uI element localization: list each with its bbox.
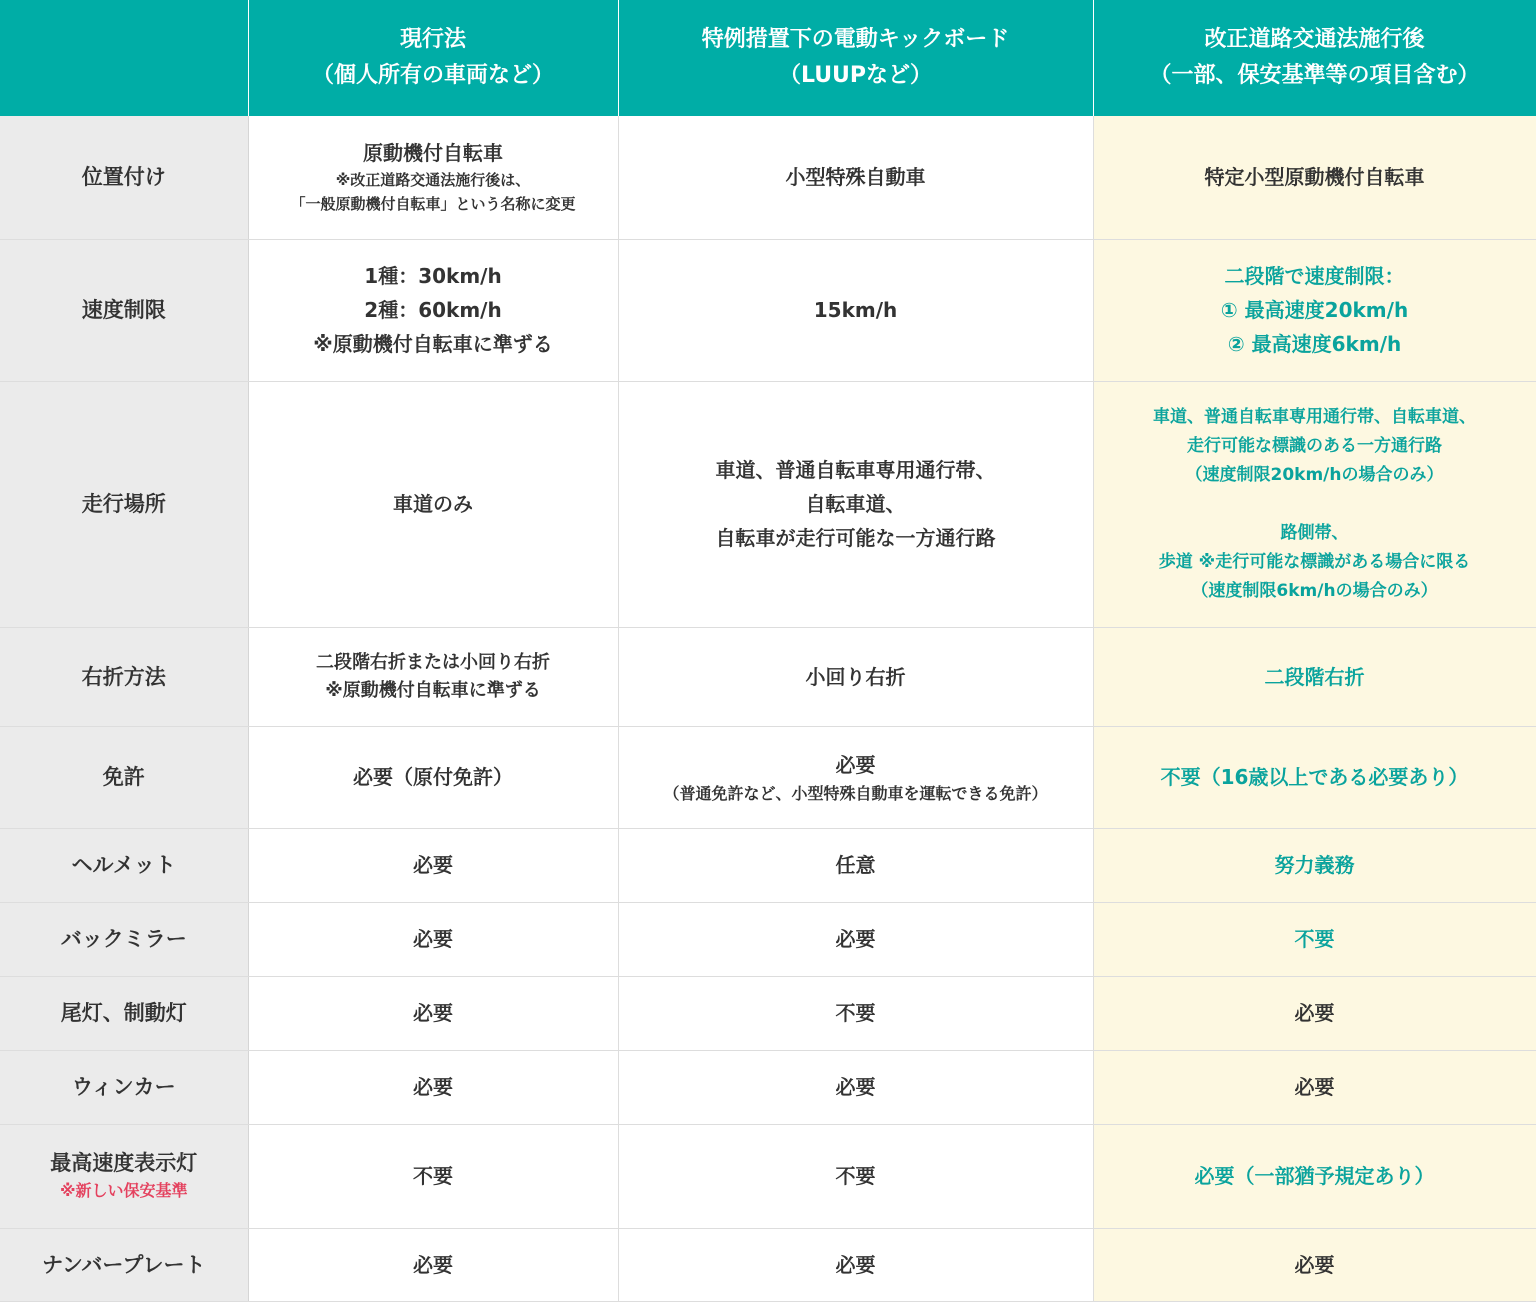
header-special-measure-title: 特例措置下の電動キックボード [701,27,1010,52]
cell-place-current: 車道のみ [248,381,618,627]
place-new-line3: （速度制限20km/hの場合のみ） [1185,464,1444,485]
header-revised-law-subtitle: （一部、保安基準等の項目含む） [1149,63,1480,88]
cell-turn-current [248,627,618,726]
header-special-measure-subtitle: （LUUPなど） [778,63,933,88]
position-current-main: 原動機付自転車 [363,141,503,166]
position-current-note2: 「一般原動機付自転車」という名称に変更 [290,195,576,214]
cell-turn-new: 二段階右折 [1093,627,1536,726]
speed-current-line3: ※原動機付自転車に準ずる [313,332,553,356]
cell-place-special [618,381,1093,627]
cell-maxspeed-lamp-current: 不要 [248,1124,618,1228]
cell-winker-new: 必要 [1093,1050,1536,1124]
cell-turn-special: 小回り右折 [618,627,1093,726]
maxspeed-lamp-label: 最高速度表示灯 [50,1151,198,1175]
place-new-line5: 歩道 ※走行可能な標識がある場合に限る [1158,551,1471,572]
place-new-line4: 路側帯、 [1280,522,1349,543]
cell-taillight-new: 必要 [1093,976,1536,1050]
header-special-measure [618,0,1093,116]
header-revised-law-title: 改正道路交通法施行後 [1204,27,1425,52]
license-special-line2: （普通免許など、小型特殊自動車を運転できる免許） [663,784,1048,803]
cell-plate-special: 必要 [618,1228,1093,1301]
header-row [0,0,1536,116]
cell-plate-new: 必要 [1093,1228,1536,1301]
row-label-taillight: 尾灯、制動灯 [0,976,248,1050]
place-special-line1: 車道、普通自転車専用通行帯、 [715,458,996,482]
place-new-line1: 車道、普通自転車専用通行帯、自転車道、 [1153,406,1476,427]
place-new-line6: （速度制限6km/hの場合のみ） [1191,580,1438,601]
cell-position-special: 小型特殊自動車 [618,116,1093,239]
row-label-license: 免許 [0,726,248,828]
cell-position-current [248,116,618,239]
speed-new-line1: 二段階で速度制限： [1224,264,1405,288]
row-helmet [0,828,1536,902]
header-current-law-title: 現行法 [399,27,466,52]
header-current-law-subtitle: （個人所有の車両など） [311,63,554,88]
header-current-law [248,0,618,116]
cell-license-special [618,726,1093,828]
maxspeed-lamp-note: ※新しい保安基準 [59,1181,188,1200]
cell-maxspeed-lamp-special: 不要 [618,1124,1093,1228]
turn-current-line1: 二段階右折または小回り右折 [316,651,550,673]
cell-speed-special: 15km/h [618,239,1093,381]
row-label-turn: 右折方法 [0,627,248,726]
cell-winker-current: 必要 [248,1050,618,1124]
row-label-speed: 速度制限 [0,239,248,381]
speed-new-line3: ② 最高速度6km/h [1227,332,1402,356]
row-label-position: 位置付け [0,116,248,239]
row-mirror [0,902,1536,976]
row-label-winker: ウィンカー [0,1050,248,1124]
cell-license-current: 必要（原付免許） [248,726,618,828]
row-taillight [0,976,1536,1050]
row-label-helmet: ヘルメット [0,828,248,902]
cell-helmet-new: 努力義務 [1093,828,1536,902]
row-license [0,726,1536,828]
row-maxspeed-lamp [0,1124,1536,1228]
place-new-line2: 走行可能な標識のある一方通行路 [1187,435,1442,456]
cell-license-new: 不要（16歳以上である必要あり） [1093,726,1536,828]
speed-current-line1: 1種：30km/h [364,264,502,288]
row-position [0,116,1536,239]
license-special-line1: 必要 [835,753,876,777]
turn-current-line2: ※原動機付自転車に準ずる [325,679,541,701]
cell-helmet-current: 必要 [248,828,618,902]
cell-plate-current: 必要 [248,1228,618,1301]
place-special-line3: 自転車が走行可能な一方通行路 [715,526,996,550]
row-label-mirror: バックミラー [0,902,248,976]
cell-position-new: 特定小型原動機付自転車 [1093,116,1536,239]
row-speed [0,239,1536,381]
header-corner [0,0,248,116]
cell-place-new [1093,381,1536,627]
position-current-note1: ※改正道路交通法施行後は、 [335,171,531,190]
place-special-line2: 自転車道、 [805,492,906,516]
header-revised-law [1093,0,1536,116]
cell-taillight-special: 不要 [618,976,1093,1050]
row-turn [0,627,1536,726]
row-label-maxspeed-lamp [0,1124,248,1228]
cell-speed-current [248,239,618,381]
place-new-spacer [1100,490,1530,519]
cell-mirror-new: 不要 [1093,902,1536,976]
cell-winker-special: 必要 [618,1050,1093,1124]
row-label-place: 走行場所 [0,381,248,627]
cell-helmet-special: 任意 [618,828,1093,902]
cell-mirror-special: 必要 [618,902,1093,976]
row-winker [0,1050,1536,1124]
row-place [0,381,1536,627]
cell-mirror-current: 必要 [248,902,618,976]
row-label-plate: ナンバープレート [0,1228,248,1301]
speed-new-line2: ① 最高速度20km/h [1220,298,1409,322]
cell-speed-new [1093,239,1536,381]
cell-taillight-current: 必要 [248,976,618,1050]
row-plate [0,1228,1536,1301]
cell-maxspeed-lamp-new: 必要（一部猶予規定あり） [1093,1124,1536,1228]
speed-current-line2: 2種：60km/h [364,298,502,322]
